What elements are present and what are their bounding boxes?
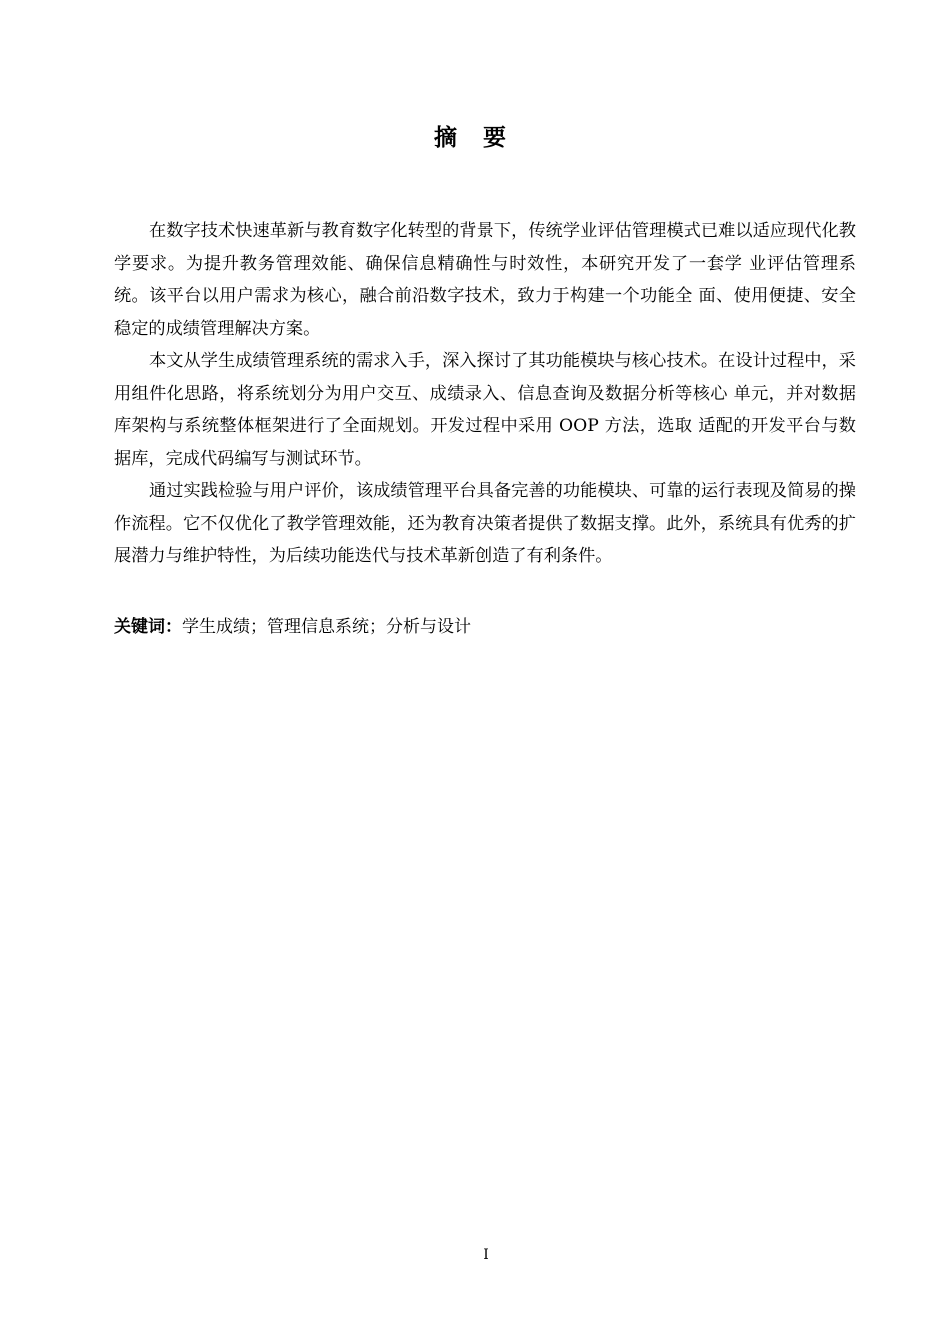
abstract-title: 摘要 bbox=[434, 125, 532, 151]
abstract-paragraph-2: 本文从学生成绩管理系统的需求入手，深入探讨了其功能模块与核心技术。在设计过程中，采用组件化思路，将系统划分为用户交互、成绩录入、信息查询及数据分析等核心 单元，并对数据库架构与系统整体框架进行了全面规划。开发过程中采用 OOP 方法，选取 适配的开发平台与数据库，完成代码编写与测试环节。 bbox=[114, 351, 856, 469]
abstract-paragraph-3: 通过实践检验与用户评价，该成绩管理平台具备完善的功能模块、可靠的运行表现及简易的操作流程。它不仅优化了教学管理效能，还为教育决策者提供了数据支撑。此外，系统具有优秀的扩展潜力与维护特性，为后续功能迭代与技术革新创造了有利条件。 bbox=[114, 481, 856, 566]
keywords-text: 学生成绩；管理信息系统；分析与设计 bbox=[182, 617, 471, 637]
abstract-paragraph-1: 在数字技术快速革新与教育数字化转型的背景下，传统学业评估管理模式已难以适应现代化教学要求。为提升教务管理效能、确保信息精确性与时效性，本研究开发了一套学 业评估管理系统。该平台以用户需求为核心，融合前沿数字技术，致力于构建一个功能全 面、使用便捷、安全稳定的成绩管理解决方案。 bbox=[114, 221, 856, 339]
keywords-line bbox=[114, 612, 856, 642]
keywords-label: 关键词： bbox=[114, 617, 182, 637]
abstract-body bbox=[114, 215, 856, 573]
page-number: I bbox=[483, 1247, 489, 1263]
